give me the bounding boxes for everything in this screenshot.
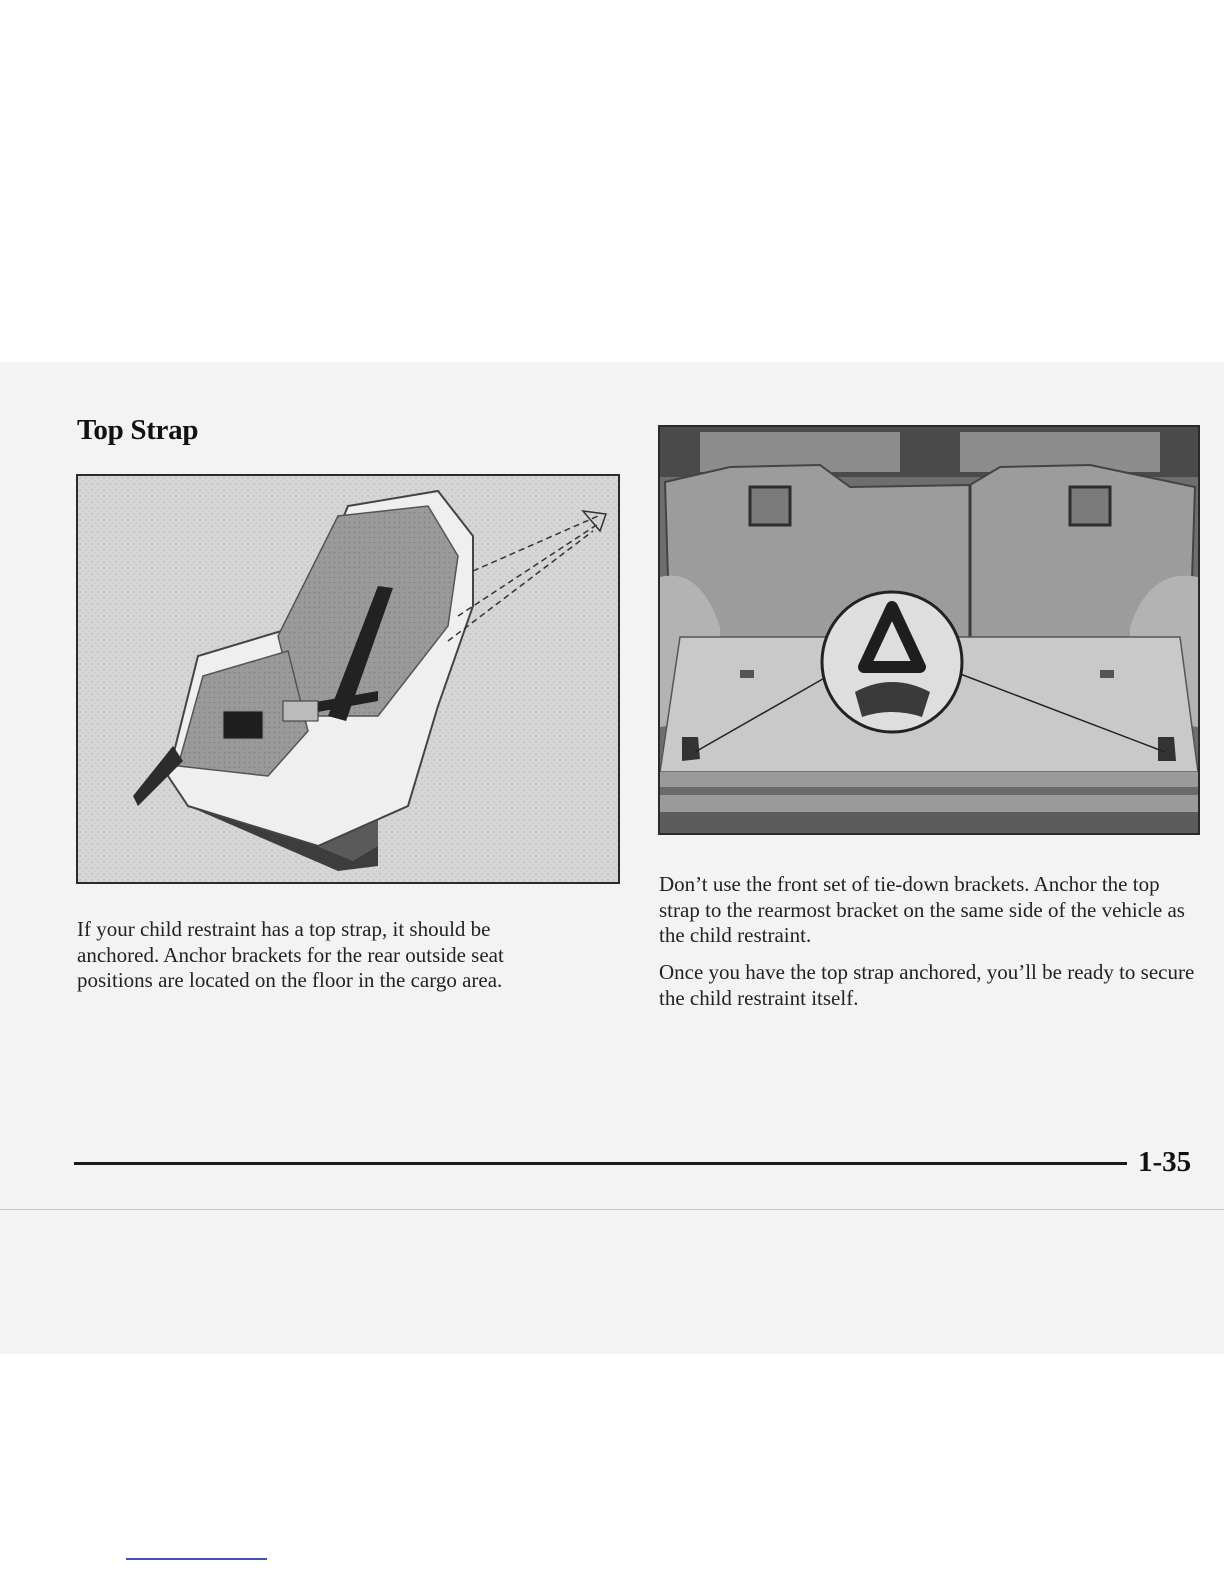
right-paragraph-1: Don’t use the front set of tie-down brackets. Anchor the top strap to the rearmost bracket on the same side of the vehicle as the child restraint. (659, 872, 1185, 947)
footer-rule (74, 1162, 1127, 1165)
section-heading: Top Strap (77, 414, 199, 446)
child-seat-illustration-icon (78, 476, 618, 882)
cargo-area-photo-icon (660, 427, 1198, 833)
page-number: 1-35 (1138, 1146, 1192, 1178)
right-paragraph-2: Once you have the top strap anchored, you’ll be ready to secure the child restraint itself. (659, 960, 1195, 1010)
left-paragraph: If your child restraint has a top strap, it should be anchored. Anchor brackets for the rear outside seat positions are located on the floor in the cargo area. (77, 917, 504, 992)
scan-divider (0, 1209, 1224, 1210)
footer-link-underline (126, 1558, 267, 1560)
child-seat-figure (76, 474, 620, 884)
cargo-area-figure (658, 425, 1200, 835)
